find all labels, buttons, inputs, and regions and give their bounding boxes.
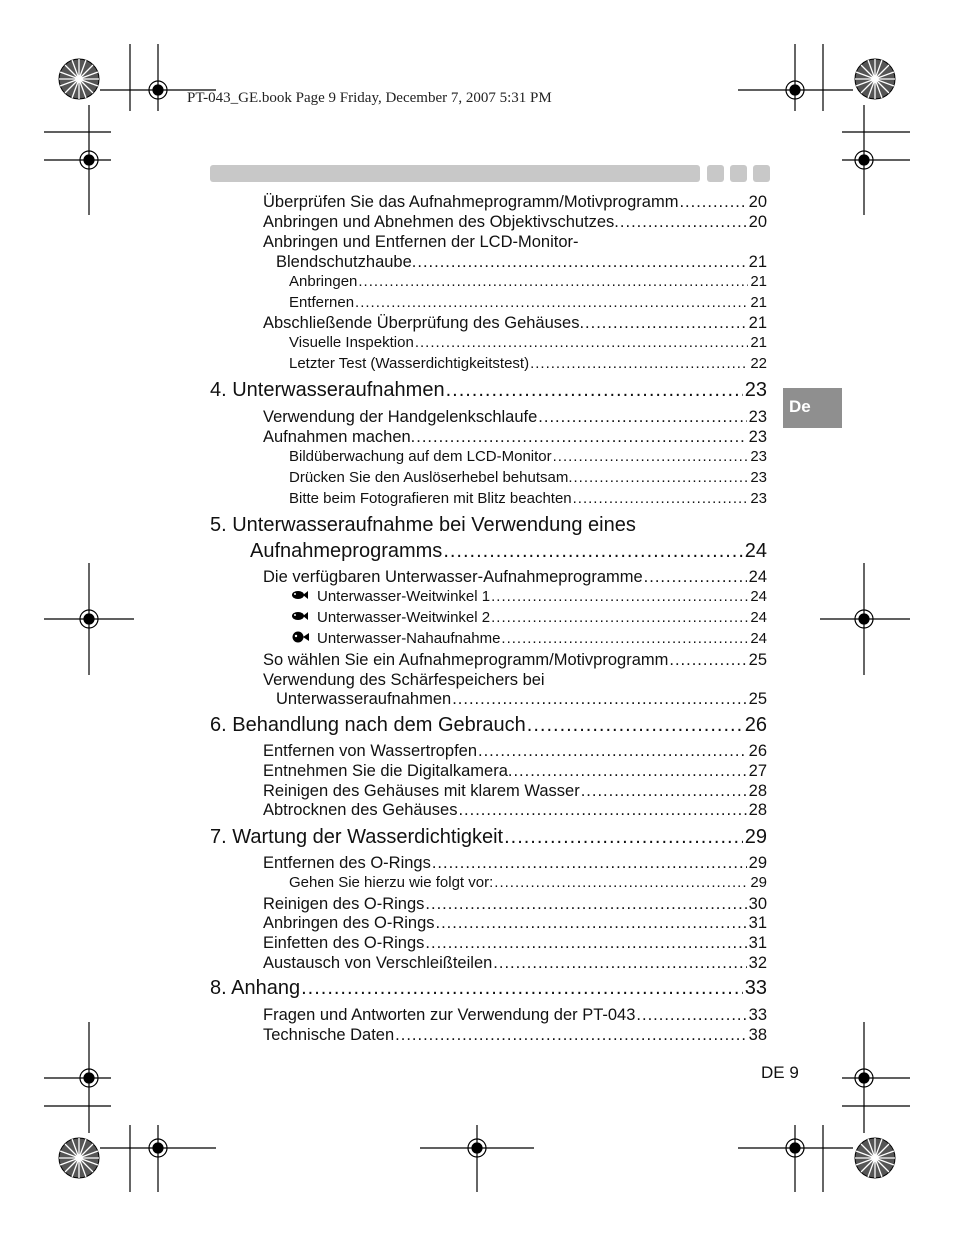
toc-entry-page: 23 (750, 469, 767, 486)
toc-entry-page: 30 (748, 895, 767, 913)
toc-entry-page: 24 (750, 588, 767, 605)
underwater-wide2-icon (291, 610, 311, 622)
toc-entry[interactable] (263, 895, 767, 914)
toc-entry-page: 26 (748, 742, 767, 760)
toc-entry-page: 28 (748, 801, 767, 819)
toc-entry[interactable] (289, 294, 767, 311)
toc-entry[interactable] (289, 273, 767, 290)
toc-entry-label: Blendschutzhaube. (276, 253, 417, 271)
toc-entry-page: 20 (748, 193, 767, 211)
underwater-wide1-icon (291, 589, 311, 601)
toc-entry[interactable] (291, 588, 767, 605)
header-bar (210, 165, 700, 182)
toc-entry-page: 23 (748, 428, 767, 446)
toc-entry[interactable] (289, 334, 767, 351)
toc-entry-page: 21 (750, 334, 767, 351)
toc-entry-page: 27 (748, 762, 767, 780)
toc-entry-label: Die verfügbaren Unterwasser-Aufnahmeprogramme (263, 568, 643, 586)
toc-entry-page: 24 (748, 568, 767, 586)
toc-entry[interactable] (289, 355, 767, 372)
toc-entry-label: Entfernen (289, 294, 355, 311)
toc-entry-label: So wählen Sie ein Aufnahmeprogramm/Motivprogramm (263, 651, 669, 669)
language-tab: De (783, 388, 842, 428)
toc-entry-page: 25 (748, 651, 767, 669)
toc-chapter-page: 33 (744, 977, 767, 999)
toc-entry-page: 33 (748, 1006, 767, 1024)
toc-entry-page: 29 (748, 854, 767, 872)
toc-entry[interactable] (276, 690, 767, 709)
toc-chapter[interactable] (210, 977, 767, 1000)
toc-entry-label: Bitte beim Fotografieren mit Blitz beachten (289, 490, 572, 507)
print-header: PT-043_GE.book Page 9 Friday, December 7, 2007 5:31 PM (187, 90, 552, 106)
toc-entry-page: 25 (748, 690, 767, 708)
toc-entry-page: 31 (748, 914, 767, 932)
toc-entry[interactable] (263, 854, 767, 873)
toc-entry[interactable] (276, 253, 767, 272)
toc-entry-label: Abschließende Überprüfung des Gehäuses. (263, 314, 585, 332)
toc-entry-label: Letzter Test (Wasserdichtigkeitstest) (289, 355, 530, 372)
toc-entry-label: Technische Daten (263, 1026, 395, 1044)
toc-entry[interactable] (263, 934, 767, 953)
toc-entry-label: Unterwasser-Weitwinkel 1 (317, 588, 491, 605)
toc-entry-label: Unterwasseraufnahmen (276, 690, 452, 708)
toc-entry-page: 24 (750, 609, 767, 626)
toc-entry-label: Aufnahmen machen. (263, 428, 416, 446)
toc-chapter-page: 26 (744, 714, 767, 736)
toc-entry[interactable] (263, 954, 767, 973)
toc-entry[interactable] (263, 742, 767, 761)
toc-entry[interactable] (289, 874, 767, 891)
toc-entry-label: Entnehmen Sie die Digitalkamera. (263, 762, 513, 780)
toc-chapter-page: 29 (744, 826, 767, 848)
toc-entry-label: Verwendung des Schärfespeichers bei (263, 671, 545, 689)
toc-chapter-label: 8. Anhang (210, 977, 301, 999)
toc-entry[interactable] (289, 469, 767, 486)
toc-entry-page: 31 (748, 934, 767, 952)
toc-entry-label: Überprüfen Sie das Aufnahmeprogramm/Motivprogramm (263, 193, 679, 211)
toc-entry-label: Entfernen von Wassertropfen (263, 742, 478, 760)
toc-entry-page: 28 (748, 782, 767, 800)
toc-entry-label: Einfetten des O-Rings (263, 934, 425, 952)
toc-chapter-page: 24 (744, 540, 767, 562)
toc-entry-label: Drücken Sie den Auslöserhebel behutsam. (289, 469, 573, 486)
toc-entry[interactable] (263, 1006, 767, 1025)
toc-entry-label: Entfernen des O-Rings (263, 854, 431, 872)
toc-entry-label: Bildüberwachung auf dem LCD-Monitor (289, 448, 552, 465)
toc-entry-page: 22 (750, 355, 767, 372)
toc-entry[interactable] (263, 568, 767, 587)
toc-entry-label: Abtrocknen des Gehäuses (263, 801, 458, 819)
toc-chapter[interactable] (210, 379, 767, 402)
toc-entry[interactable] (289, 490, 767, 507)
toc-entry-page: 23 (748, 408, 767, 426)
toc-entry-page: 21 (748, 253, 767, 271)
toc-entry-label: Anbringen (289, 273, 358, 290)
toc-entry[interactable] (263, 193, 767, 212)
toc-entry[interactable] (263, 762, 767, 781)
toc-chapter[interactable] (250, 540, 767, 563)
toc-entry-label: Visuelle Inspektion (289, 334, 414, 351)
toc-chapter-label: 5. Unterwasseraufnahme bei Verwendung eines (210, 514, 636, 536)
toc-entry-page: 21 (748, 314, 767, 332)
toc-entry-page: 23 (750, 448, 767, 465)
underwater-macro-icon (291, 631, 311, 643)
toc-entry-label: Austausch von Verschleißteilen (263, 954, 493, 972)
toc-entry-label: Unterwasser-Nahaufnahme (317, 630, 501, 647)
toc-entry[interactable] (263, 314, 767, 333)
toc-entry-label: Anbringen und Abnehmen des Objektivschutzes. (263, 213, 619, 231)
toc-entry-label: Reinigen des Gehäuses mit klarem Wasser (263, 782, 580, 800)
toc-entry-label: Anbringen des O-Rings (263, 914, 435, 932)
toc-entry[interactable] (263, 782, 767, 801)
toc-entry-label: Fragen und Antworten zur Verwendung der PT-043 (263, 1006, 636, 1024)
toc-entry-page: 32 (748, 954, 767, 972)
toc-entry[interactable] (263, 213, 767, 232)
toc-entry[interactable] (289, 448, 767, 465)
toc-entry[interactable] (263, 651, 767, 670)
toc-entry-page: 38 (748, 1026, 767, 1044)
toc-entry-label: Reinigen des O-Rings (263, 895, 425, 913)
toc-chapter-label: 6. Behandlung nach dem Gebrauch (210, 714, 526, 736)
toc-entry-label: Anbringen und Entfernen der LCD-Monitor- (263, 233, 579, 251)
toc-entry-page: 21 (750, 273, 767, 290)
toc-entry-page: 23 (750, 490, 767, 507)
toc-chapter-label: Aufnahmeprogramms (250, 540, 443, 562)
toc-entry[interactable] (263, 428, 767, 447)
toc-entry[interactable] (263, 408, 767, 427)
toc-entry[interactable] (291, 609, 767, 626)
toc-entry-label: Gehen Sie hierzu wie folgt vor: (289, 874, 494, 891)
toc-entry[interactable] (263, 801, 767, 820)
toc-chapter-label: 7. Wartung der Wasserdichtigkeit (210, 826, 504, 848)
toc-entry-label: Verwendung der Handgelenkschlaufe (263, 408, 538, 426)
header-square (707, 165, 724, 182)
toc-entry[interactable] (291, 630, 767, 647)
toc-entry-page: 29 (750, 874, 767, 891)
toc-chapter-label: 4. Unterwasseraufnahmen (210, 379, 445, 401)
toc-entry-page: 24 (750, 630, 767, 647)
page-number: DE 9 (761, 1063, 799, 1082)
toc-entry-page: 21 (750, 294, 767, 311)
toc-chapter[interactable] (210, 826, 767, 849)
toc-chapter[interactable] (210, 714, 767, 737)
toc-entry[interactable] (263, 914, 767, 933)
toc-chapter-page: 23 (744, 379, 767, 401)
header-square (730, 165, 747, 182)
toc-entry[interactable] (263, 1026, 767, 1045)
toc-entry-page: 20 (748, 213, 767, 231)
header-square (753, 165, 770, 182)
toc-entry-label: Unterwasser-Weitwinkel 2 (317, 609, 491, 626)
